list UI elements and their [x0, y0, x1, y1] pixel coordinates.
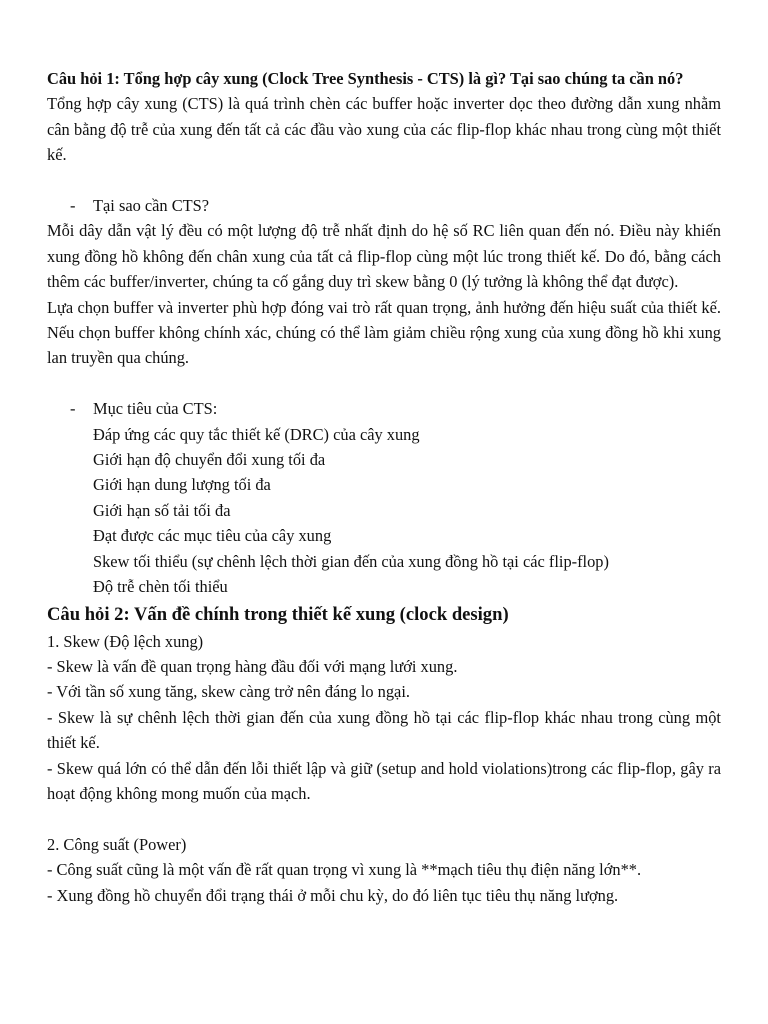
cts-goals-heading: Mục tiêu của CTS:	[93, 399, 218, 419]
skew-line: - Skew là vấn đề quan trọng hàng đầu đối với mạng lưới xung.	[47, 656, 458, 676]
goal-item: Độ trễ chèn tối thiểu	[93, 577, 228, 597]
bullet-dash: -	[70, 196, 76, 216]
skew-line: - Skew là sự chênh lệch thời gian đến của xung đồng hồ tại các flip-flop khác nhau trong cùng một thiết kế.	[47, 707, 721, 753]
goal-item: Giới hạn độ chuyển đổi xung tối đa	[93, 450, 326, 470]
document-content	[47, 66, 721, 908]
goal-item: Giới hạn số tải tối đa	[93, 500, 231, 520]
skew-line: - Với tần số xung tăng, skew càng trở nên đáng lo ngại.	[47, 682, 410, 702]
cts-goals-list	[47, 422, 721, 600]
power-line: - Công suất cũng là một vấn đề rất quan trọng vì xung là **mạch tiêu thụ điện năng lớn**.	[47, 860, 642, 880]
bullet-dash: -	[70, 399, 76, 419]
power-line: - Xung đồng hồ chuyển đổi trạng thái ở mỗi chu kỳ, do đó liên tục tiêu thụ năng lượng.	[47, 885, 619, 905]
goal-item: Skew tối thiểu (sự chênh lệch thời gian đến của xung đồng hồ tại các flip-flop)	[93, 551, 609, 571]
goal-item: Đạt được các mục tiêu của cây xung	[93, 526, 332, 546]
cts-goals-bullet	[47, 396, 721, 421]
power-heading: 2. Công suất (Power)	[47, 834, 187, 854]
why-cts-bullet	[47, 193, 721, 218]
spacer	[47, 168, 721, 193]
why-cts-paragraph-2: Lựa chọn buffer và inverter phù hợp đóng vai trò rất quan trọng, ảnh hưởng đến hiệu suất của thiết kế. Nếu chọn buffer không chính xác, chúng có thể làm giảm chiều rộng xung của xung đồng hồ khi xung lan truyền qua chúng.	[47, 297, 721, 368]
question-2-title: Câu hỏi 2: Vấn đề chính trong thiết kế xung (clock design)	[47, 603, 509, 625]
why-cts-paragraph-1: Mỗi dây dẫn vật lý đều có một lượng độ trễ nhất định do hệ số RC liên quan đến nó. Điều này khiến xung đồng hồ không đến chân xung của tất cả flip-flop cùng một lúc trong thiết kế. Do đó, bằng cách thêm các buffer/inverter, chúng ta cố gắng duy trì skew bằng 0 (lý tưởng là không thể đạt được).	[47, 221, 721, 292]
question-1-title: Câu hỏi 1: Tổng hợp cây xung (Clock Tree Synthesis - CTS) là gì? Tại sao chúng ta cần nó?	[47, 69, 684, 88]
cts-definition: Tổng hợp cây xung (CTS) là quá trình chèn các buffer hoặc inverter dọc theo đường dẫn xung nhằm cân bằng độ trễ của xung đến tất cả các đầu vào xung của các flip-flop khác nhau trong cùng một thiết kế.	[47, 94, 721, 165]
goal-item: Giới hạn dung lượng tối đa	[93, 475, 271, 495]
spacer	[47, 371, 721, 396]
skew-line: - Skew quá lớn có thể dẫn đến lỗi thiết lập và giữ (setup and hold violations)trong các flip-flop, gây ra hoạt động không mong muốn của mạch.	[47, 758, 721, 803]
skew-heading: 1. Skew (Độ lệch xung)	[47, 631, 204, 651]
why-cts-heading: Tại sao cần CTS?	[93, 196, 210, 216]
goal-item: Đáp ứng các quy tắc thiết kế (DRC) của cây xung	[93, 424, 420, 444]
spacer	[47, 806, 721, 831]
